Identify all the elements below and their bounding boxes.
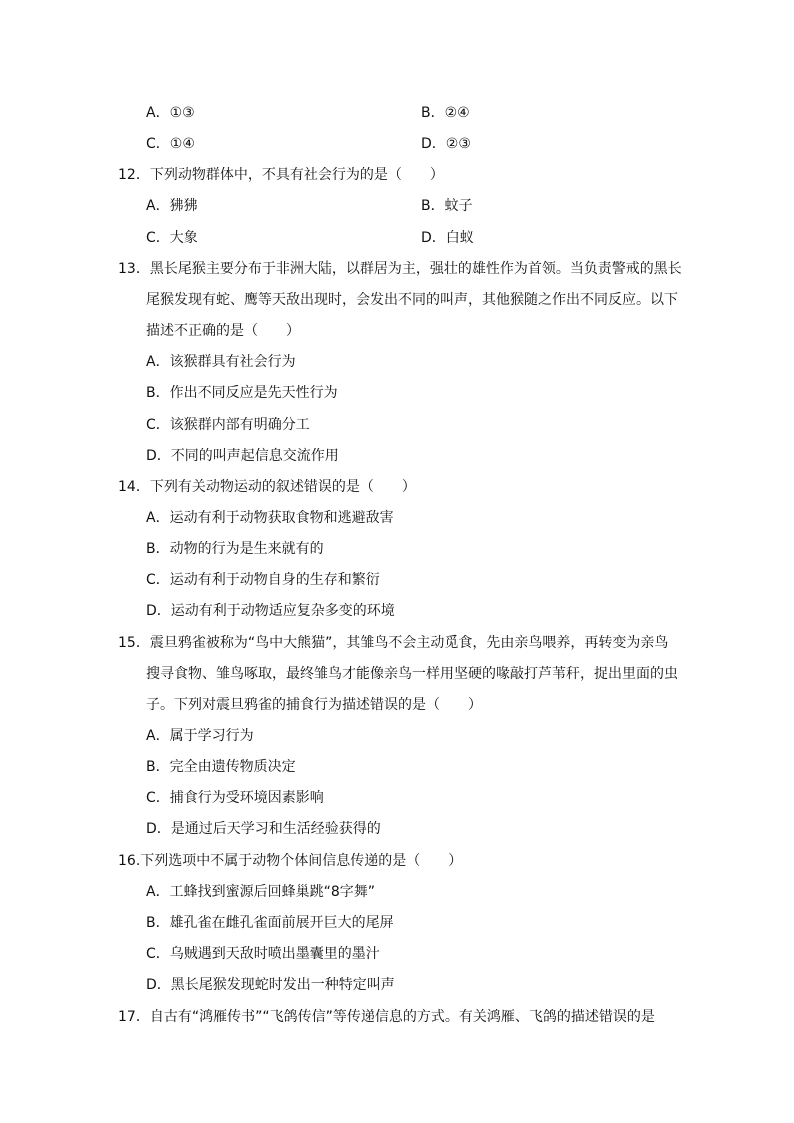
question-13-option-b: B．作出不同反应是先天性行为: [146, 385, 338, 401]
question-15-option-d: D．是通过后天学习和生活经验获得的: [146, 821, 381, 837]
question-12-option-b: B．蚊子: [421, 198, 473, 214]
question-16-option-d: D．黑长尾猴发现蛇时发出一种特定叫声: [146, 977, 395, 993]
question-12-option-d: D．白蚁: [421, 230, 474, 246]
question-14-option-b: B．动物的行为是生来就有的: [146, 541, 324, 557]
question-14-option-d: D．运动有利于动物适应复杂多变的环境: [146, 603, 395, 619]
question-13-stem-line-3: 描述不正确的是（ ）: [146, 323, 300, 339]
question-12-option-a: A．狒狒: [146, 198, 198, 214]
prev-option-a: A．①③: [146, 105, 195, 121]
question-13-option-d: D．不同的叫声起信息交流作用: [146, 448, 339, 464]
question-15-stem-line-1: 15．震旦鸦雀被称为“鸟中大熊猫”，其雏鸟不会主动觅食，先由亲鸟喂养，再转变为亲鸟: [118, 635, 669, 651]
question-16-option-b: B．雄孔雀在雌孔雀面前展开巨大的尾屏: [146, 915, 394, 931]
prev-option-b: B．②④: [421, 105, 470, 121]
question-13-option-c: C．该猴群内部有明确分工: [146, 417, 310, 433]
question-16-option-c: C．乌贼遇到天敌时喷出墨囊里的墨汁: [146, 946, 380, 962]
question-13-stem-line-1: 13．黑长尾猴主要分布于非洲大陆，以群居为主，强壮的雄性作为首领。当负责警戒的黑长: [118, 261, 682, 277]
prev-option-d: D．②③: [421, 136, 471, 152]
question-17-stem-line-1: 17．自古有“鸿雁传书”“飞鸽传信”等传递信息的方式。有关鸿雁、飞鸽的描述错误的是: [118, 1009, 655, 1025]
question-14-option-a: A．运动有利于动物获取食物和逃避敌害: [146, 510, 394, 526]
question-14-stem: 14．下列有关动物运动的叙述错误的是（ ）: [118, 479, 416, 495]
question-12-stem: 12．下列动物群体中，不具有社会行为的是（ ）: [118, 167, 444, 183]
question-15-stem-line-3: 子。下列对震旦鸦雀的捕食行为描述错误的是（ ）: [146, 697, 482, 713]
prev-option-c: C．①④: [146, 136, 195, 152]
question-13-option-a: A．该猴群具有社会行为: [146, 354, 296, 370]
question-15-stem-line-2: 搜寻食物、雏鸟啄取，最终雏鸟才能像亲鸟一样用坚硬的喙敲打芦苇秆，捉出里面的虫: [146, 666, 678, 682]
question-13-stem-line-2: 尾猴发现有蛇、鹰等天敌出现时，会发出不同的叫声，其他猴随之作出不同反应。以下: [146, 292, 678, 308]
question-12-option-c: C．大象: [146, 230, 198, 246]
question-15-option-c: C．捕食行为受环境因素影响: [146, 790, 324, 806]
question-14-option-c: C．运动有利于动物自身的生存和繁衍: [146, 572, 380, 588]
question-16-stem: 16.下列选项中不属于动物个体间信息传递的是（ ）: [118, 853, 463, 869]
question-15-option-a: A．属于学习行为: [146, 728, 254, 744]
question-16-option-a: A．工蜂找到蜜源后回蜂巢跳“8字舞”: [146, 884, 375, 900]
question-15-option-b: B．完全由遗传物质决定: [146, 759, 296, 775]
